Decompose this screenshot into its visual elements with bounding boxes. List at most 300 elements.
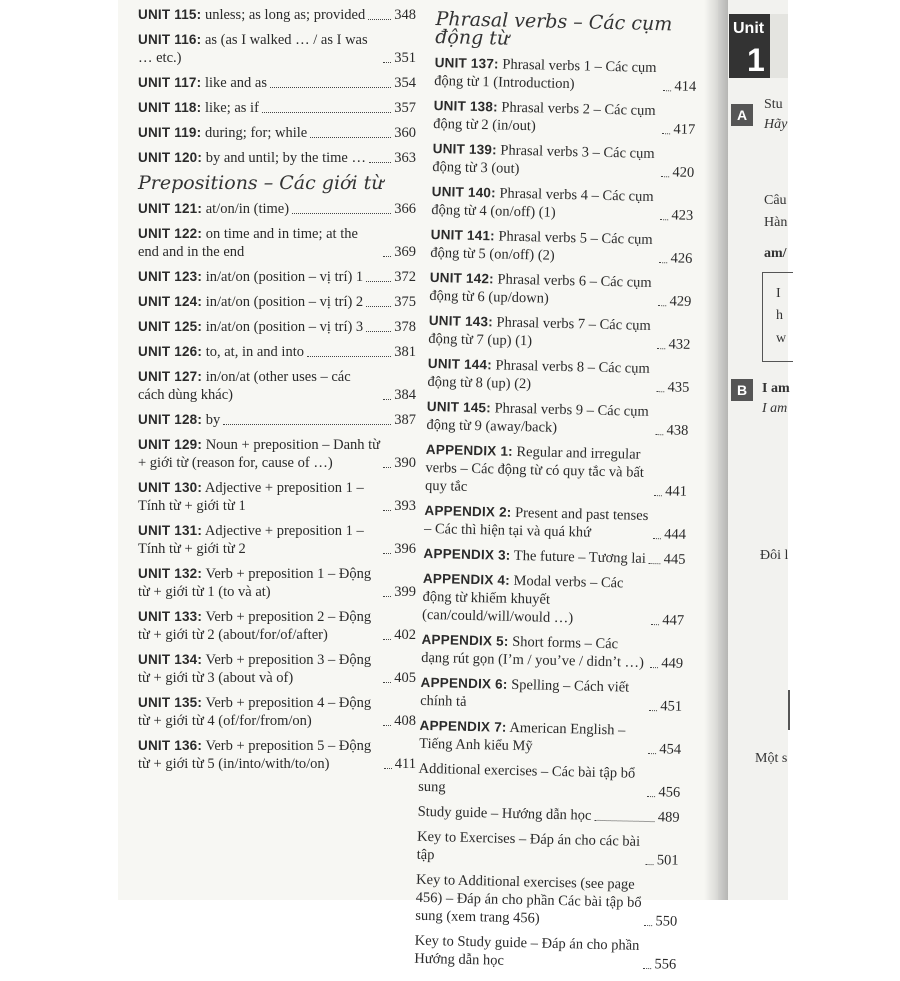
toc-page-number: 435 — [667, 379, 690, 396]
toc-entry-title: Present and past tenses – Các thì hiện tại và quá khứ — [423, 504, 649, 541]
contents-right-list — [414, 54, 697, 974]
toc-entry — [138, 6, 416, 24]
right-margin — [788, 0, 900, 900]
leader-dots — [650, 667, 658, 668]
leader-dots — [384, 768, 392, 769]
toc-page-number: 405 — [394, 670, 416, 686]
toc-entry — [421, 631, 684, 673]
toc-entry-line — [138, 411, 416, 429]
leader-dots — [659, 262, 667, 263]
toc-entry-line — [138, 149, 416, 167]
toc-entry-label: UNIT 115: — [138, 7, 202, 22]
toc-entry-title: in/at/on (position – vị trí) 2 — [205, 294, 364, 310]
leader-dots — [657, 391, 665, 392]
toc-entry-line — [138, 74, 416, 92]
toc-page-number: 423 — [671, 207, 694, 224]
toc-entry — [138, 293, 416, 311]
leader-dots — [368, 19, 391, 20]
toc-entry — [428, 312, 691, 354]
toc-entry — [138, 737, 416, 773]
toc-entry-title: Key to Study guide – Đáp án cho phần Hướng dẫn học — [414, 932, 640, 969]
toc-page-number: 393 — [394, 498, 416, 514]
toc-page-number: 451 — [660, 698, 683, 715]
toc-entry-text-wrap — [138, 293, 363, 311]
toc-entry-line — [431, 183, 694, 225]
toc-entry-title: Study guide – Hướng dẫn học — [417, 803, 592, 824]
toc-entry-title: Verb + preposition 1 – Động từ + giới từ 1 (to và at) — [138, 566, 372, 600]
toc-entry-label: UNIT 131: — [138, 523, 203, 538]
leader-dots — [383, 256, 391, 257]
leader-dots — [649, 710, 657, 711]
toc-entry-title: Phrasal verbs 9 – Các cụm động từ 9 (away/back) — [426, 400, 649, 436]
toc-entry-line — [417, 803, 679, 827]
toc-entry — [138, 368, 416, 404]
toc-entry-text-wrap — [430, 226, 657, 267]
toc-entry-line — [138, 368, 416, 404]
toc-entry — [138, 149, 416, 167]
toc-page-number: 550 — [655, 913, 678, 930]
toc-entry-label: UNIT 133: — [138, 609, 203, 624]
toc-page-number: 449 — [661, 655, 684, 672]
margin-line — [788, 690, 790, 730]
toc-entry-text-wrap — [138, 694, 380, 730]
toc-entry-title: Phrasal verbs 5 – Các cụm động từ 5 (on/off) (2) — [430, 228, 653, 264]
left-margin — [0, 0, 118, 900]
toc-entry-label: UNIT 142: — [429, 269, 495, 287]
toc-entry-label: UNIT 141: — [430, 226, 496, 244]
toc-entry-line — [418, 760, 681, 802]
toc-entry-title: Phrasal verbs 1 – Các cụm động từ 1 (Introduction) — [434, 56, 657, 93]
toc-page-number: 445 — [663, 551, 686, 568]
toc-entry-text-wrap — [423, 545, 646, 568]
contents-left-column — [138, 6, 416, 780]
toc-entry-title: Verb + preposition 3 – Động từ + giới từ 3 (about và of) — [138, 652, 372, 686]
leader-dots — [383, 553, 391, 554]
toc-entry — [138, 522, 416, 558]
toc-entry-text-wrap — [434, 54, 661, 95]
toc-page-number: 363 — [394, 150, 416, 166]
toc-entry-text-wrap — [138, 565, 380, 601]
toc-entry-title: Short forms – Các dạng rút gọn (I’m / you’ve / didn’t …) — [420, 633, 645, 671]
toc-entry — [434, 54, 697, 96]
toc-entry-line — [420, 674, 683, 716]
toc-entry-line — [138, 293, 416, 311]
toc-entry-text-wrap — [414, 932, 641, 973]
toc-entry-text-wrap — [138, 411, 220, 429]
toc-entry-title: on time and in time; at the end and in the end — [138, 226, 358, 260]
toc-entry-text-wrap — [426, 398, 653, 439]
toc-entry-text-wrap — [138, 99, 259, 117]
toc-page-number: 357 — [394, 100, 416, 116]
toc-page-number: 384 — [394, 387, 416, 403]
toc-entry-line — [138, 31, 416, 67]
toc-entry-line — [419, 717, 682, 759]
toc-entry-line — [138, 343, 416, 361]
toc-entry-line — [415, 871, 678, 931]
right-fragment: Hàn — [764, 215, 788, 230]
toc-entry-label: UNIT 134: — [138, 652, 203, 667]
toc-entry-title: Verb + preposition 4 – Động từ + giới từ 4 (of/for/from/on) — [138, 695, 372, 729]
toc-entry-label: APPENDIX 1: — [425, 441, 514, 459]
toc-entry-title: Phrasal verbs 7 – Các cụm động từ 7 (up) (1) — [428, 314, 651, 350]
toc-page-number: 444 — [664, 526, 687, 543]
leader-dots — [383, 399, 391, 400]
toc-entry-label: UNIT 121: — [138, 201, 203, 216]
toc-entry-title: in/on/at (other uses – các cách dùng khác) — [138, 369, 351, 403]
unit-header-bar — [770, 14, 788, 78]
toc-entry-line — [427, 355, 690, 397]
toc-entry-label: APPENDIX 2: — [424, 502, 512, 520]
leader-dots — [270, 87, 391, 88]
right-fragment: Một s — [755, 751, 788, 766]
toc-entry — [418, 760, 681, 802]
toc-entry — [426, 398, 689, 440]
toc-entry-title: as (as I walked … / as I was … etc.) — [138, 32, 368, 66]
toc-page-number: 456 — [658, 784, 681, 801]
toc-entry-line — [138, 124, 416, 142]
toc-entry-label: UNIT 118: — [138, 100, 202, 115]
section-title-prepositions: Prepositions – Các giới từ — [138, 172, 384, 194]
toc-entry-title: Phrasal verbs 2 – Các cụm động từ 2 (in/out) — [433, 99, 656, 135]
toc-entry-line — [138, 737, 416, 773]
right-fragment: Stu — [764, 97, 783, 112]
right-fragment: Hãy — [764, 117, 788, 132]
leader-dots — [223, 424, 391, 425]
toc-entry-label: UNIT 117: — [138, 75, 202, 90]
toc-entry-title: Adjective + preposition 1 – Tính từ + giới từ 1 — [138, 480, 364, 514]
toc-entry-title: Phrasal verbs 6 – Các cụm động từ 6 (up/down) — [429, 271, 652, 307]
toc-entry-label: UNIT 124: — [138, 294, 203, 309]
toc-entry — [417, 803, 679, 827]
toc-entry-label: UNIT 137: — [434, 54, 499, 72]
toc-entry-line — [434, 54, 697, 96]
toc-entry-text-wrap — [417, 803, 591, 825]
toc-entry-text-wrap — [425, 441, 652, 500]
leader-dots — [660, 219, 668, 220]
toc-entry-label: UNIT 116: — [138, 32, 202, 47]
toc-entry — [414, 932, 677, 974]
toc-entry-title: Regular and irregular verbs – Các động từ có quy tắc và bất quy tắc — [424, 443, 645, 495]
toc-entry-title: at/on/in (time) — [205, 201, 290, 217]
toc-entry — [138, 99, 416, 117]
toc-entry-text-wrap — [138, 124, 307, 142]
toc-entry — [138, 225, 416, 261]
toc-entry-title: Additional exercises – Các bài tập bổ sung — [418, 760, 636, 796]
toc-entry-label: UNIT 126: — [138, 344, 203, 359]
toc-entry-label: APPENDIX 5: — [421, 631, 509, 649]
section-tag-a: A — [731, 104, 753, 126]
toc-entry — [138, 343, 416, 361]
toc-page-number: 375 — [394, 294, 416, 310]
toc-entry-label: UNIT 128: — [138, 412, 203, 427]
toc-entry-line — [428, 312, 691, 354]
toc-page-number: 414 — [674, 78, 697, 95]
toc-entry-text-wrap — [427, 355, 654, 396]
toc-entry-title: The future – Tương lai — [513, 547, 647, 567]
toc-page-number: 396 — [394, 541, 416, 557]
contents-left-list — [138, 200, 416, 773]
toc-page-number: 390 — [394, 455, 416, 471]
toc-entry-label: UNIT 119: — [138, 125, 202, 140]
toc-entry-text-wrap — [138, 74, 267, 92]
toc-entry-line — [425, 441, 688, 501]
toc-entry-line — [138, 522, 416, 558]
toc-page-number: 354 — [394, 75, 416, 91]
toc-entry — [138, 479, 416, 515]
toc-entry-line — [138, 694, 416, 730]
contents-right-column — [414, 4, 698, 981]
leader-dots — [383, 682, 391, 683]
toc-entry-label: UNIT 138: — [433, 97, 498, 115]
toc-entry-line — [138, 565, 416, 601]
toc-entry — [138, 200, 416, 218]
toc-entry-title: American English – Tiếng Anh kiểu Mỹ — [419, 719, 626, 755]
toc-entry-line — [138, 99, 416, 117]
toc-entry — [424, 502, 687, 544]
toc-entry-text-wrap — [138, 318, 363, 336]
toc-entry-label: UNIT 127: — [138, 369, 203, 384]
leader-dots — [647, 796, 655, 797]
right-fragment: I am — [762, 401, 788, 416]
toc-page-number: 351 — [394, 50, 416, 66]
toc-entry-line — [422, 570, 685, 630]
toc-entry-label: APPENDIX 3: — [423, 545, 511, 563]
toc-page-number: 447 — [662, 612, 685, 629]
leader-dots — [383, 467, 391, 468]
toc-entry-text-wrap — [138, 608, 380, 644]
toc-page-number: 417 — [673, 121, 696, 138]
toc-entry-title: Phrasal verbs 4 – Các cụm động từ 4 (on/off) (1) — [431, 185, 654, 221]
right-fragment: h — [776, 308, 783, 323]
toc-page-number: 402 — [394, 627, 416, 643]
toc-entry — [433, 97, 696, 139]
toc-entry-text-wrap — [138, 200, 289, 218]
leader-dots — [656, 434, 664, 435]
toc-entry-text-wrap — [138, 436, 380, 472]
toc-entry-text-wrap — [138, 522, 380, 558]
leader-dots — [661, 176, 669, 177]
toc-page-number: 411 — [394, 756, 416, 772]
toc-entry-text-wrap — [138, 479, 380, 515]
leader-dots — [262, 112, 391, 113]
toc-page-number: 429 — [669, 293, 692, 310]
contents-left-top-list — [138, 6, 416, 167]
toc-page-number: 426 — [670, 250, 693, 267]
toc-page-number: 420 — [672, 164, 695, 181]
toc-entry — [422, 570, 685, 630]
toc-entry-line — [138, 200, 416, 218]
leader-dots — [366, 331, 391, 332]
leader-dots — [369, 162, 391, 163]
toc-entry-label: UNIT 136: — [138, 738, 203, 753]
toc-page-number: 399 — [394, 584, 416, 600]
toc-entry-label: UNIT 144: — [427, 355, 493, 373]
right-fragment: I am — [762, 381, 790, 396]
toc-entry-title: Noun + preposition – Danh từ + giới từ (reason for, cause of …) — [138, 437, 381, 471]
toc-entry-title: by and until; by the time … — [205, 150, 366, 166]
toc-entry-line — [138, 225, 416, 261]
toc-entry-label: APPENDIX 4: — [422, 570, 511, 588]
toc-entry-text-wrap — [138, 737, 381, 773]
toc-entry-label: UNIT 125: — [138, 319, 203, 334]
toc-page-number: 438 — [666, 422, 689, 439]
toc-entry-label: UNIT 122: — [138, 226, 203, 241]
toc-entry-line — [424, 502, 687, 544]
toc-entry-label: UNIT 139: — [432, 140, 497, 158]
toc-entry-text-wrap — [138, 268, 363, 286]
toc-entry-line — [138, 6, 416, 24]
toc-entry — [138, 31, 416, 67]
right-fragment: Đôi l — [760, 548, 789, 563]
toc-entry-line — [432, 140, 695, 182]
toc-entry-label: UNIT 135: — [138, 695, 203, 710]
toc-entry-label: UNIT 140: — [431, 183, 496, 201]
toc-entry — [138, 411, 416, 429]
right-fragment: w — [776, 331, 787, 346]
toc-entry — [425, 441, 688, 501]
toc-page-number: 408 — [394, 713, 416, 729]
toc-entry-line — [423, 545, 685, 569]
leader-dots — [657, 348, 665, 349]
toc-entry-line — [138, 479, 416, 515]
toc-entry — [430, 226, 693, 268]
toc-entry-text-wrap — [428, 312, 655, 353]
toc-entry-text-wrap — [429, 269, 656, 310]
toc-page-number: 556 — [654, 956, 677, 973]
leader-dots — [653, 538, 661, 539]
toc-entry — [138, 651, 416, 687]
leader-dots — [383, 62, 391, 63]
unit-word: Unit — [733, 20, 765, 37]
toc-entry-line — [430, 226, 693, 268]
toc-entry-text-wrap — [415, 871, 642, 930]
toc-entry-title: Verb + preposition 2 – Động từ + giới từ 2 (about/for/of/after) — [138, 609, 372, 643]
toc-entry — [138, 124, 416, 142]
toc-entry-line — [429, 269, 692, 311]
leader-dots — [663, 90, 671, 91]
toc-entry-label: APPENDIX 6: — [420, 674, 508, 692]
toc-page-number: 348 — [394, 7, 416, 23]
toc-entry-title: Modal verbs – Các động từ khiếm khuyết (can/could/will/would …) — [421, 572, 624, 627]
toc-entry — [138, 268, 416, 286]
toc-entry-line — [414, 932, 677, 974]
right-fragment: I — [776, 286, 781, 301]
toc-entry-label: UNIT 145: — [426, 398, 492, 416]
toc-entry-text-wrap — [432, 140, 659, 181]
unit-number: 1 — [747, 42, 765, 78]
leader-dots — [594, 820, 654, 822]
toc-entry — [429, 269, 692, 311]
toc-entry — [138, 74, 416, 92]
toc-entry-text-wrap — [421, 631, 648, 672]
toc-entry-line — [138, 608, 416, 644]
leader-dots — [643, 968, 651, 969]
toc-entry-title: by — [205, 412, 221, 428]
leader-dots — [383, 510, 391, 511]
right-fragment: Câu — [764, 193, 787, 208]
toc-entry — [427, 355, 690, 397]
leader-dots — [307, 356, 391, 357]
toc-entry-title: like and as — [204, 75, 267, 91]
toc-entry-text-wrap — [420, 674, 647, 715]
toc-page-number: 372 — [394, 269, 416, 285]
toc-entry — [420, 674, 683, 716]
toc-entry-text-wrap — [138, 368, 380, 404]
toc-entry-title: Phrasal verbs 8 – Các cụm động từ 8 (up) (2) — [427, 357, 650, 393]
toc-entry-title: Phrasal verbs 3 – Các cụm động từ 3 (out) — [432, 142, 655, 177]
toc-entry-title: Spelling – Cách viết chính tả — [420, 676, 630, 710]
toc-entry-label: UNIT 129: — [138, 437, 203, 452]
toc-page-number: 454 — [659, 741, 682, 758]
toc-entry-label: APPENDIX 7: — [419, 717, 507, 735]
toc-entry-text-wrap — [431, 183, 658, 224]
toc-page-number: 501 — [656, 852, 679, 869]
toc-entry-text-wrap — [138, 31, 380, 67]
leader-dots — [383, 725, 391, 726]
toc-entry-text-wrap — [433, 97, 660, 138]
leader-dots — [662, 133, 670, 134]
toc-entry-title: Adjective + preposition 1 – Tính từ + giới từ 2 — [138, 523, 364, 557]
toc-entry-text-wrap — [424, 502, 651, 543]
toc-page-number: 489 — [657, 809, 680, 826]
leader-dots — [383, 596, 391, 597]
toc-page-number: 432 — [668, 336, 691, 353]
toc-entry — [416, 828, 679, 870]
toc-entry-label: UNIT 120: — [138, 150, 203, 165]
toc-page-number: 387 — [394, 412, 416, 428]
leader-dots — [292, 213, 391, 214]
toc-entry — [138, 565, 416, 601]
toc-entry — [432, 140, 695, 182]
leader-dots — [654, 495, 662, 496]
toc-entry-text-wrap — [416, 828, 643, 869]
toc-entry — [419, 717, 682, 759]
toc-page-number: 381 — [394, 344, 416, 360]
toc-entry-label: UNIT 143: — [428, 312, 494, 330]
toc-entry-label: UNIT 132: — [138, 566, 203, 581]
toc-entry-title: during; for; while — [204, 125, 308, 141]
toc-page-number: 366 — [394, 201, 416, 217]
toc-entry-title: Verb + preposition 5 – Động từ + giới từ 5 (in/into/with/to/on) — [138, 738, 372, 772]
toc-entry-title: Key to Exercises – Đáp án cho các bài tập — [416, 828, 641, 864]
toc-entry — [431, 183, 694, 225]
toc-entry-line — [138, 318, 416, 336]
toc-entry — [138, 608, 416, 644]
leader-dots — [366, 306, 391, 307]
toc-entry-label: UNIT 123: — [138, 269, 203, 284]
leader-dots — [646, 864, 654, 865]
toc-entry-line — [138, 436, 416, 472]
toc-entry — [138, 318, 416, 336]
toc-entry-title: like; as if — [204, 100, 259, 116]
toc-entry — [415, 871, 678, 931]
toc-entry-line — [416, 828, 679, 870]
leader-dots — [649, 563, 661, 564]
toc-entry-title: to, at, in and into — [205, 344, 304, 360]
leader-dots — [651, 624, 659, 625]
right-fragment: am/ — [764, 246, 787, 261]
toc-entry-text-wrap — [422, 570, 649, 629]
toc-entry-title: in/at/on (position – vị trí) 3 — [205, 319, 364, 335]
toc-page-number: 378 — [394, 319, 416, 335]
toc-entry-text-wrap — [138, 149, 366, 167]
leader-dots — [383, 639, 391, 640]
leader-dots — [644, 925, 652, 926]
leader-dots — [366, 281, 391, 282]
toc-entry-text-wrap — [418, 760, 645, 801]
section-title-phrasal-verbs: Phrasal verbs – Các cụm động từ — [435, 7, 673, 50]
toc-entry-text-wrap — [138, 651, 380, 687]
